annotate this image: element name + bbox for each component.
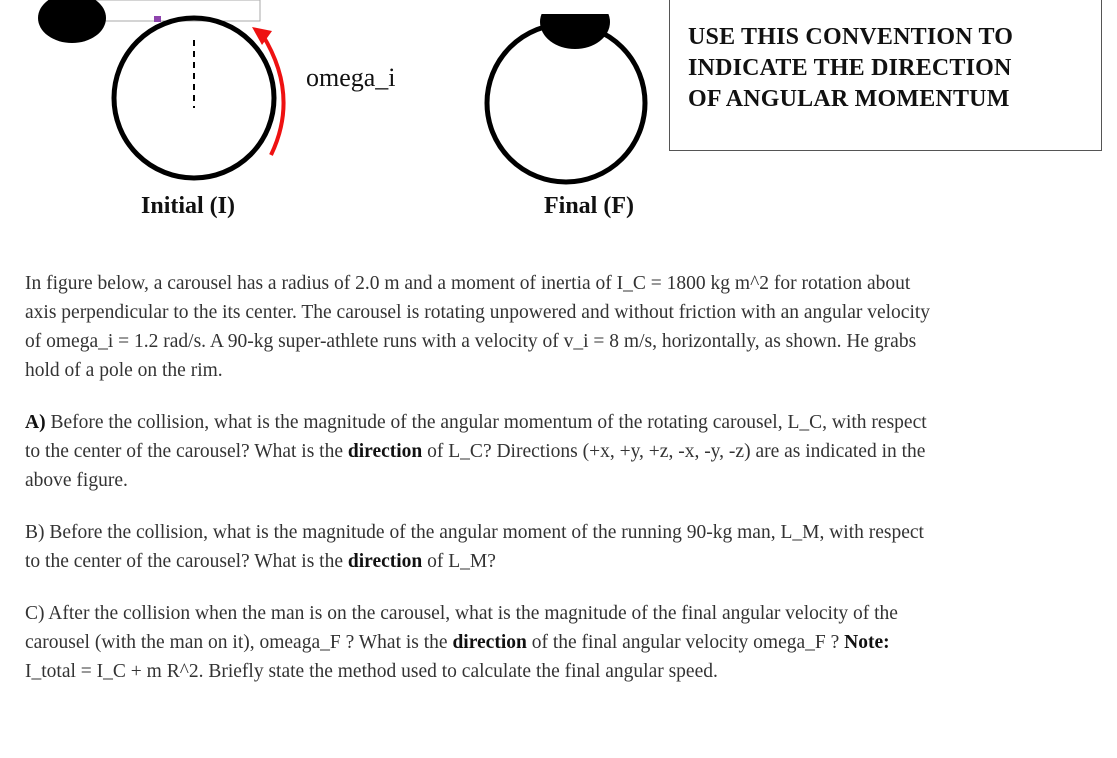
convention-line-2: INDICATE THE DIRECTION (688, 55, 1012, 81)
convention-line-1: USE THIS CONVENTION TO (688, 24, 1014, 50)
omega-label: omega_i (306, 63, 396, 92)
purple-marker (154, 16, 161, 22)
question-a: A) Before the collision, what is the magnitude of the angular momentum of the rotating carousel, L_C, with respect to the center of the carousel? What is the direction of L_C? Directions (+x, +y, +z, -x, -y, -z) are as indicated in the above figure. (25, 412, 927, 491)
final-label: Final (F) (544, 193, 634, 219)
final-top-bar (530, 0, 610, 14)
question-a-label: A) (25, 412, 46, 433)
note-label: Note: (844, 632, 890, 653)
question-b: B) Before the collision, what is the magnitude of the angular moment of the running 90-kg man, L_M, with respect to the center of the carousel? What is the direction of L_M? (25, 522, 924, 572)
problem-text (25, 269, 935, 686)
convention-box (669, 0, 1102, 151)
initial-label: Initial (I) (141, 193, 236, 219)
question-c: C) After the collision when the man is on the carousel, what is the magnitude of the final angular velocity of the carousel (with the man on it), omeaga_F ? What is the direction of the final angular velocity omega_F ? Note: I_total = I_C + m R^2. Briefly state the method used to calculate the final angular speed. (25, 603, 898, 682)
initial-man-circle (38, 0, 106, 43)
convention-text (688, 22, 1088, 115)
convention-line-3: OF ANGULAR MOMENTUM (688, 86, 1010, 112)
problem-intro: In figure below, a carousel has a radius of 2.0 m and a moment of inertia of I_C = 1800 kg m^2 for rotation about axis perpendicular to the its center. The carousel is rotating unpowered and without friction with an angular velocity of omega_i = 1.2 rad/s. A 90-kg super-athlete runs with a velocity of v_i = 8 m/s, horizontally, as shown. He grabs hold of a pole on the rim. (25, 273, 931, 381)
